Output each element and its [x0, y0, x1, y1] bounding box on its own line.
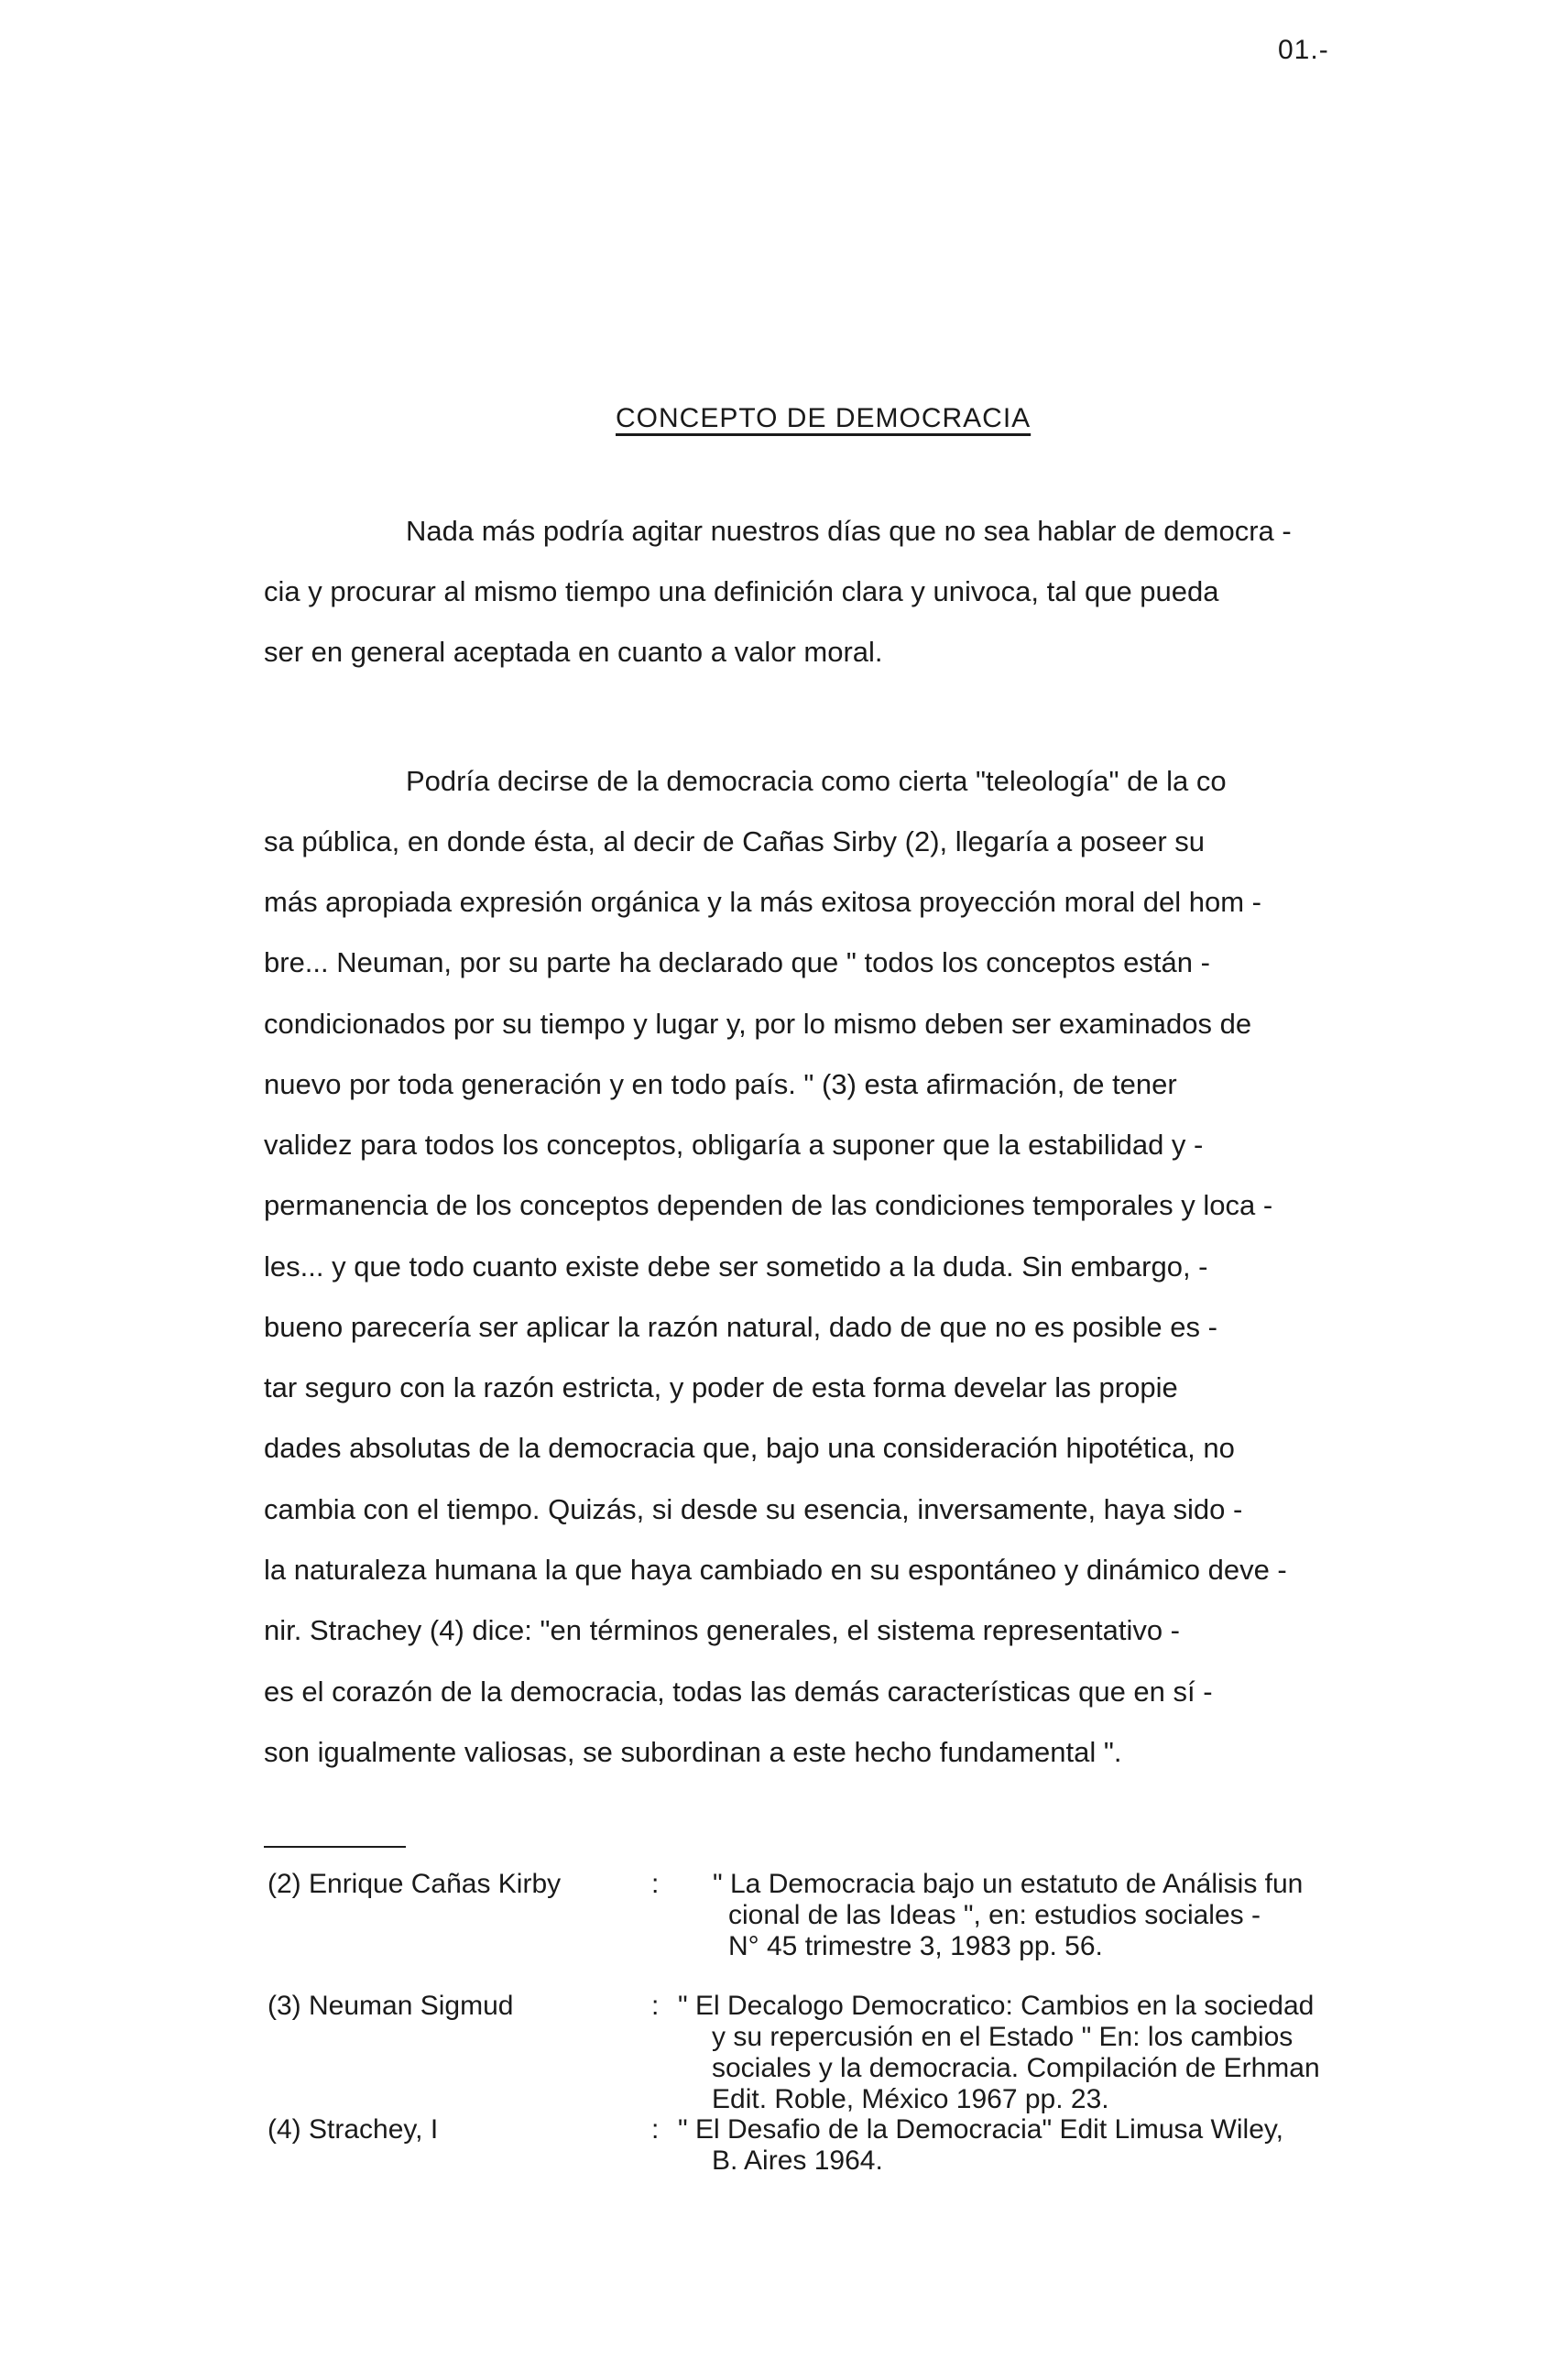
footnote-reference-line: B. Aires 1964.: [712, 2145, 883, 2176]
footnote-reference-line: " El Desafio de la Democracia" Edit Limusa Wiley,: [678, 2114, 1283, 2145]
footnote-reference-line: Edit. Roble, México 1967 pp. 23.: [712, 2084, 1109, 2114]
footnote-reference-line: cional de las Ideas ", en: estudios sociales -: [728, 1900, 1261, 1930]
body-line: la naturaleza humana la que haya cambiado en su espontáneo y dinámico deve -: [264, 1554, 1287, 1586]
page-title: CONCEPTO DE DEMOCRACIA: [616, 403, 1032, 433]
body-line: cambia con el tiempo. Quizás, si desde su esencia, inversamente, haya sido -: [264, 1493, 1243, 1525]
footnote-separator: :: [651, 2114, 660, 2145]
body-line: les... y que todo cuanto existe debe ser sometido a la duda. Sin embargo, -: [264, 1250, 1208, 1283]
body-line: validez para todos los conceptos, obligaría a suponer que la estabilidad y -: [264, 1129, 1204, 1161]
footnote-author: (4) Strachey, I: [267, 2114, 439, 2145]
footnote-reference-line: " El Decalogo Democratico: Cambios en la sociedad: [678, 1991, 1315, 2021]
footnote-reference-line: sociales y la democracia. Compilación de Erhman: [712, 2053, 1320, 2083]
footnote-author: (3) Neuman Sigmud: [267, 1991, 514, 2021]
body-line: cia y procurar al mismo tiempo una definición clara y univoca, tal que pueda: [264, 575, 1219, 607]
footnote-separator: :: [651, 1991, 660, 2021]
footnote-reference-line: y su repercusión en el Estado " En: los cambios: [712, 2022, 1294, 2052]
body-line: sa pública, en donde ésta, al decir de Cañas Sirby (2), llegaría a poseer su: [264, 825, 1206, 857]
footnote-separator: :: [651, 1869, 660, 1899]
page-number: 01.-: [1278, 35, 1329, 65]
body-line: Podría decirse de la democracia como cierta "teleología" de la co: [406, 765, 1227, 797]
body-line: son igualmente valiosas, se subordinan a este hecho fundamental ".: [264, 1736, 1122, 1768]
body-line: bre... Neuman, por su parte ha declarado que " todos los conceptos están -: [264, 946, 1210, 978]
body-line: dades absolutas de la democracia que, bajo una consideración hipotética, no: [264, 1432, 1235, 1464]
footnote-author: (2) Enrique Cañas Kirby: [267, 1869, 562, 1899]
body-line: bueno parecería ser aplicar la razón natural, dado de que no es posible es -: [264, 1311, 1217, 1343]
body-line: nir. Strachey (4) dice: "en términos generales, el sistema representativo -: [264, 1614, 1181, 1646]
body-line: nuevo por toda generación y en todo país. " (3) esta afirmación, de tener: [264, 1068, 1177, 1100]
body-line: Nada más podría agitar nuestros días que no sea hablar de democra -: [406, 515, 1292, 547]
body-line: condicionados por su tiempo y lugar y, por lo mismo deben ser examinados de: [264, 1008, 1252, 1040]
footnote-reference-line: " La Democracia bajo un estatuto de Análisis fun: [713, 1869, 1304, 1899]
footnote-reference-line: N° 45 trimestre 3, 1983 pp. 56.: [728, 1931, 1103, 1961]
footnote-reference: [678, 2114, 1283, 2177]
footnote-reference: [713, 1869, 1303, 1962]
body-line: permanencia de los conceptos dependen de las condiciones temporales y loca -: [264, 1189, 1273, 1221]
body-line: tar seguro con la razón estricta, y poder de esta forma develar las propie: [264, 1371, 1178, 1403]
footnote-divider: [264, 1846, 406, 1848]
body-line: ser en general aceptada en cuanto a valor moral.: [264, 636, 883, 668]
body-line: es el corazón de la democracia, todas las demás características que en sí -: [264, 1676, 1213, 1708]
body-line: más apropiada expresión orgánica y la más exitosa proyección moral del hom -: [264, 886, 1261, 918]
footnote-reference: [678, 1991, 1320, 2115]
